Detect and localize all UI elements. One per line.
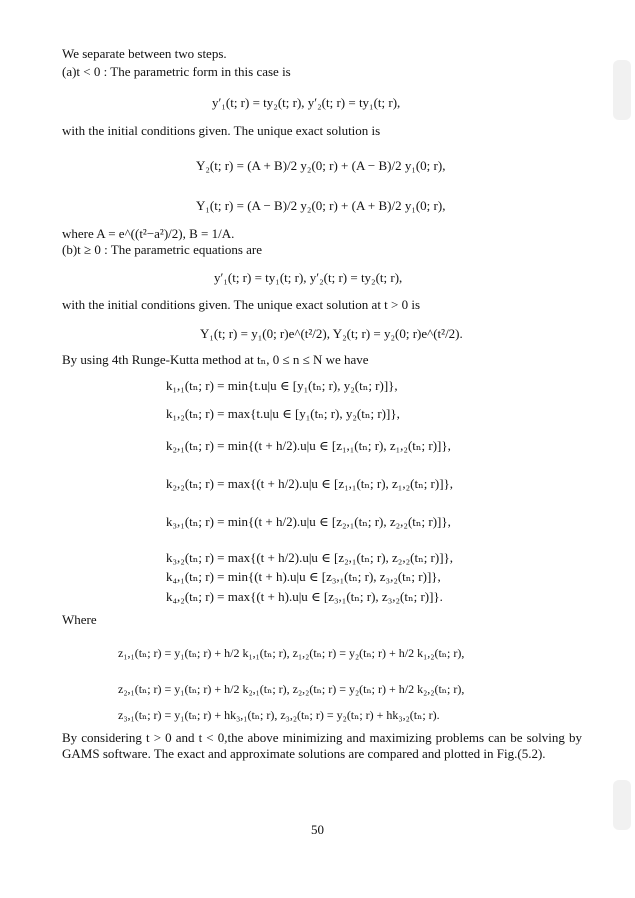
equation-k42: k₄,₂(tₙ; r) = max{(t + h).u|u ∈ [z₃,₁(tₙ; r), z₃,₂(tₙ; r)]}. xyxy=(166,589,443,604)
equation-case-b-parametric: y′₁(t; r) = ty₁(t; r), y′₂(t; r) = ty₂(t; r), xyxy=(214,270,403,285)
equation-k12: k₁,₂(tₙ; r) = max{t.u|u ∈ [y₁(tₙ; r), y₂(tₙ; r)]}, xyxy=(166,406,400,421)
case-a-line: (a)t < 0 : The parametric form in this case is xyxy=(62,64,291,79)
equation-k41: k₄,₁(tₙ; r) = min{(t + h).u|u ∈ [z₃,₁(tₙ; r), z₃,₂(tₙ; r)]}, xyxy=(166,569,441,584)
equation-case-a-parametric: y′₁(t; r) = ty₂(t; r), y′₂(t; r) = ty₁(t; r), xyxy=(212,95,401,110)
equation-k32: k₃,₂(tₙ; r) = max{(t + h/2).u|u ∈ [z₂,₁(tₙ; r), z₂,₂(tₙ; r)]}, xyxy=(166,550,454,565)
intro-line: We separate between two steps. xyxy=(62,46,227,61)
closing-paragraph: By considering t > 0 and t < 0,the above minimizing and maximizing problems can be solving by GAMS software. The exact and approximate solutions are compared and plotted in Fig.(5.2). xyxy=(62,730,582,761)
equation-z2: z₂,₁(tₙ; r) = y₁(tₙ; r) + h/2 k₂,₁(tₙ; r), z₂,₂(tₙ; r) = y₂(tₙ; r) + h/2 k₂,₂(tₙ; r), xyxy=(118,682,465,696)
equation-k21: k₂,₁(tₙ; r) = min{(t + h/2).u|u ∈ [z₁,₁(tₙ; r), z₁,₂(tₙ; r)]}, xyxy=(166,438,451,453)
where-word: Where xyxy=(62,612,97,627)
equation-Y2-solution: Y₂(t; r) = (A + B)/2 y₂(0; r) + (A − B)/2 y₁(0; r), xyxy=(196,158,446,173)
equation-k31: k₃,₁(tₙ; r) = min{(t + h/2).u|u ∈ [z₂,₁(tₙ; r), z₂,₂(tₙ; r)]}, xyxy=(166,514,451,529)
equation-z3: z₃,₁(tₙ; r) = y₁(tₙ; r) + hk₃,₁(tₙ; r), z₃,₂(tₙ; r) = y₂(tₙ; r) + hk₃,₂(tₙ; r). xyxy=(118,708,440,722)
equation-Y1-solution: Y₁(t; r) = (A − B)/2 y₂(0; r) + (A + B)/2 y₁(0; r), xyxy=(196,198,446,213)
where-definition-line: where A = e^((t²−a²)/2), B = 1/A. xyxy=(62,226,235,241)
equation-k11: k₁,₁(tₙ; r) = min{t.u|u ∈ [y₁(tₙ; r), y₂(tₙ; r)]}, xyxy=(166,378,398,393)
initial-conditions-line: with the initial conditions given. The unique exact solution at t > 0 is xyxy=(62,297,421,312)
scan-edge-mark xyxy=(613,60,631,120)
page-number: 50 xyxy=(311,822,324,837)
equation-case-b-solution: Y₁(t; r) = y₁(0; r)e^(t²/2), Y₂(t; r) = y₂(0; r)e^(t²/2). xyxy=(200,326,463,341)
case-b-line: (b)t ≥ 0 : The parametric equations are xyxy=(62,242,263,257)
equation-k22: k₂,₂(tₙ; r) = max{(t + h/2).u|u ∈ [z₁,₁(tₙ; r), z₁,₂(tₙ; r)]}, xyxy=(166,476,454,491)
equation-z1: z₁,₁(tₙ; r) = y₁(tₙ; r) + h/2 k₁,₁(tₙ; r), z₁,₂(tₙ; r) = y₂(tₙ; r) + h/2 k₁,₂(tₙ; r), xyxy=(118,646,465,660)
initial-conditions-line: with the initial conditions given. The unique exact solution is xyxy=(62,123,381,138)
runge-kutta-line: By using 4th Runge-Kutta method at tₙ, 0 ≤ n ≤ N we have xyxy=(62,352,369,367)
